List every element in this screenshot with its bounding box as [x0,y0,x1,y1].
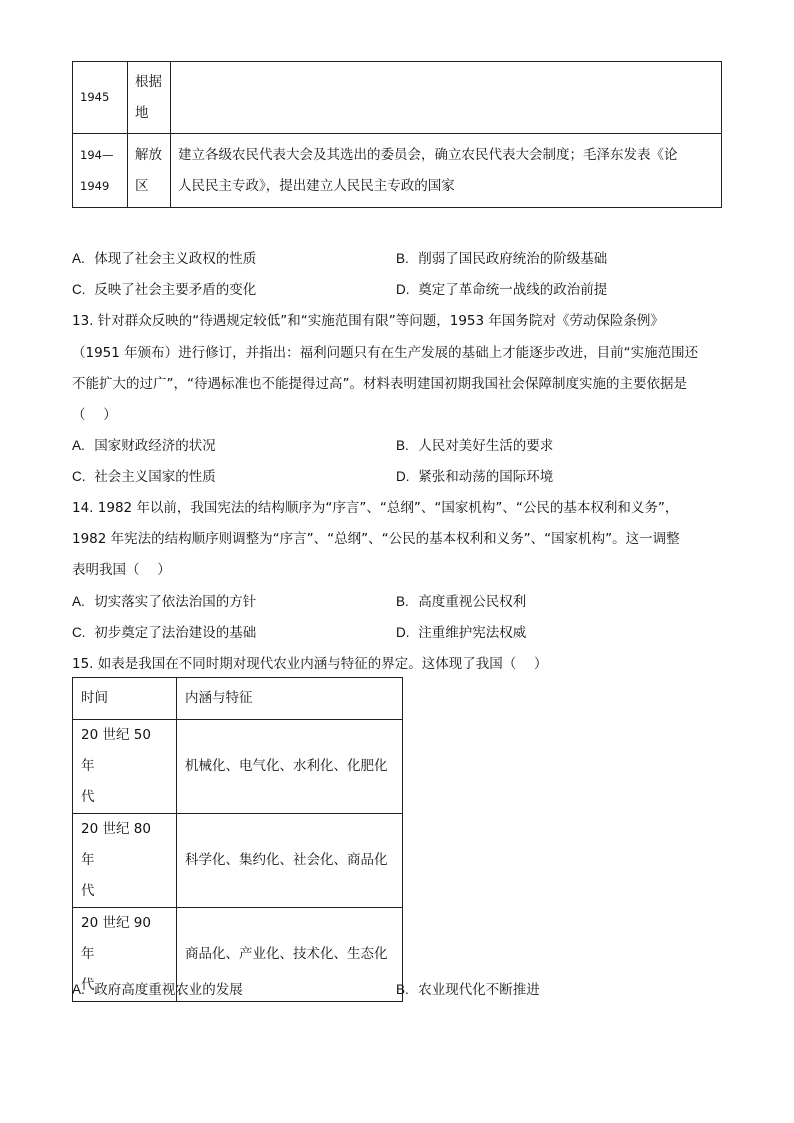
q13-option-c[interactable]: C. 社会主义国家的性质 [72,469,216,485]
period-cell: 20 世纪 90 年 代 [73,908,177,1002]
table-row [73,62,722,134]
header-cell-features: 内涵与特征 [177,678,403,720]
q13-stem-line: （ ） [72,407,117,423]
q13-stem-line: 不能扩大的过广”，“待遇标准也不能提得过高”。材料表明建国初期我国社会保障制度实施的主要依据是 [72,376,687,392]
q15-stem: 15. 如表是我国在不同时期对现代农业内涵与特征的界定。这体现了我国（ ） [72,656,548,672]
header-cell-time: 时间 [73,678,177,720]
q15-option-a[interactable]: A. 政府高度重视农业的发展 [72,982,243,998]
q12-option-b[interactable]: B. 削弱了国民政府统治的阶级基础 [396,251,608,267]
period-cell: 20 世纪 80 年 代 [73,814,177,908]
table-row [73,134,722,208]
table-row [73,814,403,908]
q13-option-d[interactable]: D. 紧张和动荡的国际环境 [396,469,554,485]
q13-stem-line: 13. 针对群众反映的“待遇规定较低”和“实施范围有限”等问题，1953 年国务院对《劳动保险条例》 [72,313,664,329]
agriculture-table [72,677,403,1002]
features-cell: 机械化、电气化、水利化、化肥化 [177,720,403,814]
year-cell: 1945 [73,62,128,134]
q14-stem-line: 表明我国（ ） [72,562,171,578]
q14-option-d[interactable]: D. 注重维护宪法权威 [396,625,527,641]
q12-option-a[interactable]: A. 体现了社会主义政权的性质 [72,251,257,267]
q14-option-c[interactable]: C. 初步奠定了法治建设的基础 [72,625,257,641]
content-cell [171,62,722,134]
content-cell: 建立各级农民代表大会及其选出的委员会，确立农民代表大会制度；毛泽东发表《论 人民民主专政》，提出建立人民民主专政的国家 [171,134,722,208]
q14-option-a[interactable]: A. 切实落实了依法治国的方针 [72,594,257,610]
place-cell: 解放 区 [128,134,171,208]
q12-option-d[interactable]: D. 奠定了革命统一战线的政治前提 [396,282,608,298]
year-cell: 194— 1949 [73,134,128,208]
q12-option-c[interactable]: C. 反映了社会主要矛盾的变化 [72,282,257,298]
q14-stem-line: 14. 1982 年以前，我国宪法的结构顺序为“序言”、“总纲”、“国家机构”、“公民的基本权利和义务”， [72,500,679,516]
q14-stem-line: 1982 年宪法的结构顺序则调整为“序言”、“总纲”、“公民的基本权利和义务”、“国家机构”。这一调整 [72,531,680,547]
q14-option-b[interactable]: B. 高度重视公民权利 [396,594,527,610]
period-cell: 20 世纪 50 年 代 [73,720,177,814]
place-cell: 根据 地 [128,62,171,134]
q13-stem-line: （1951 年颁布）进行修订，并指出：福利问题只有在生产发展的基础上才能逐步改进，目前“实施范围还 [72,345,699,361]
q15-option-b[interactable]: B. 农业现代化不断推进 [396,982,540,998]
table-header-row [73,678,403,720]
table-row [73,720,403,814]
features-cell: 商品化、产业化、技术化、生态化 [177,908,403,1002]
q13-option-a[interactable]: A. 国家财政经济的状况 [72,438,216,454]
features-cell: 科学化、集约化、社会化、商品化 [177,814,403,908]
history-table [72,61,722,208]
q13-option-b[interactable]: B. 人民对美好生活的要求 [396,438,554,454]
